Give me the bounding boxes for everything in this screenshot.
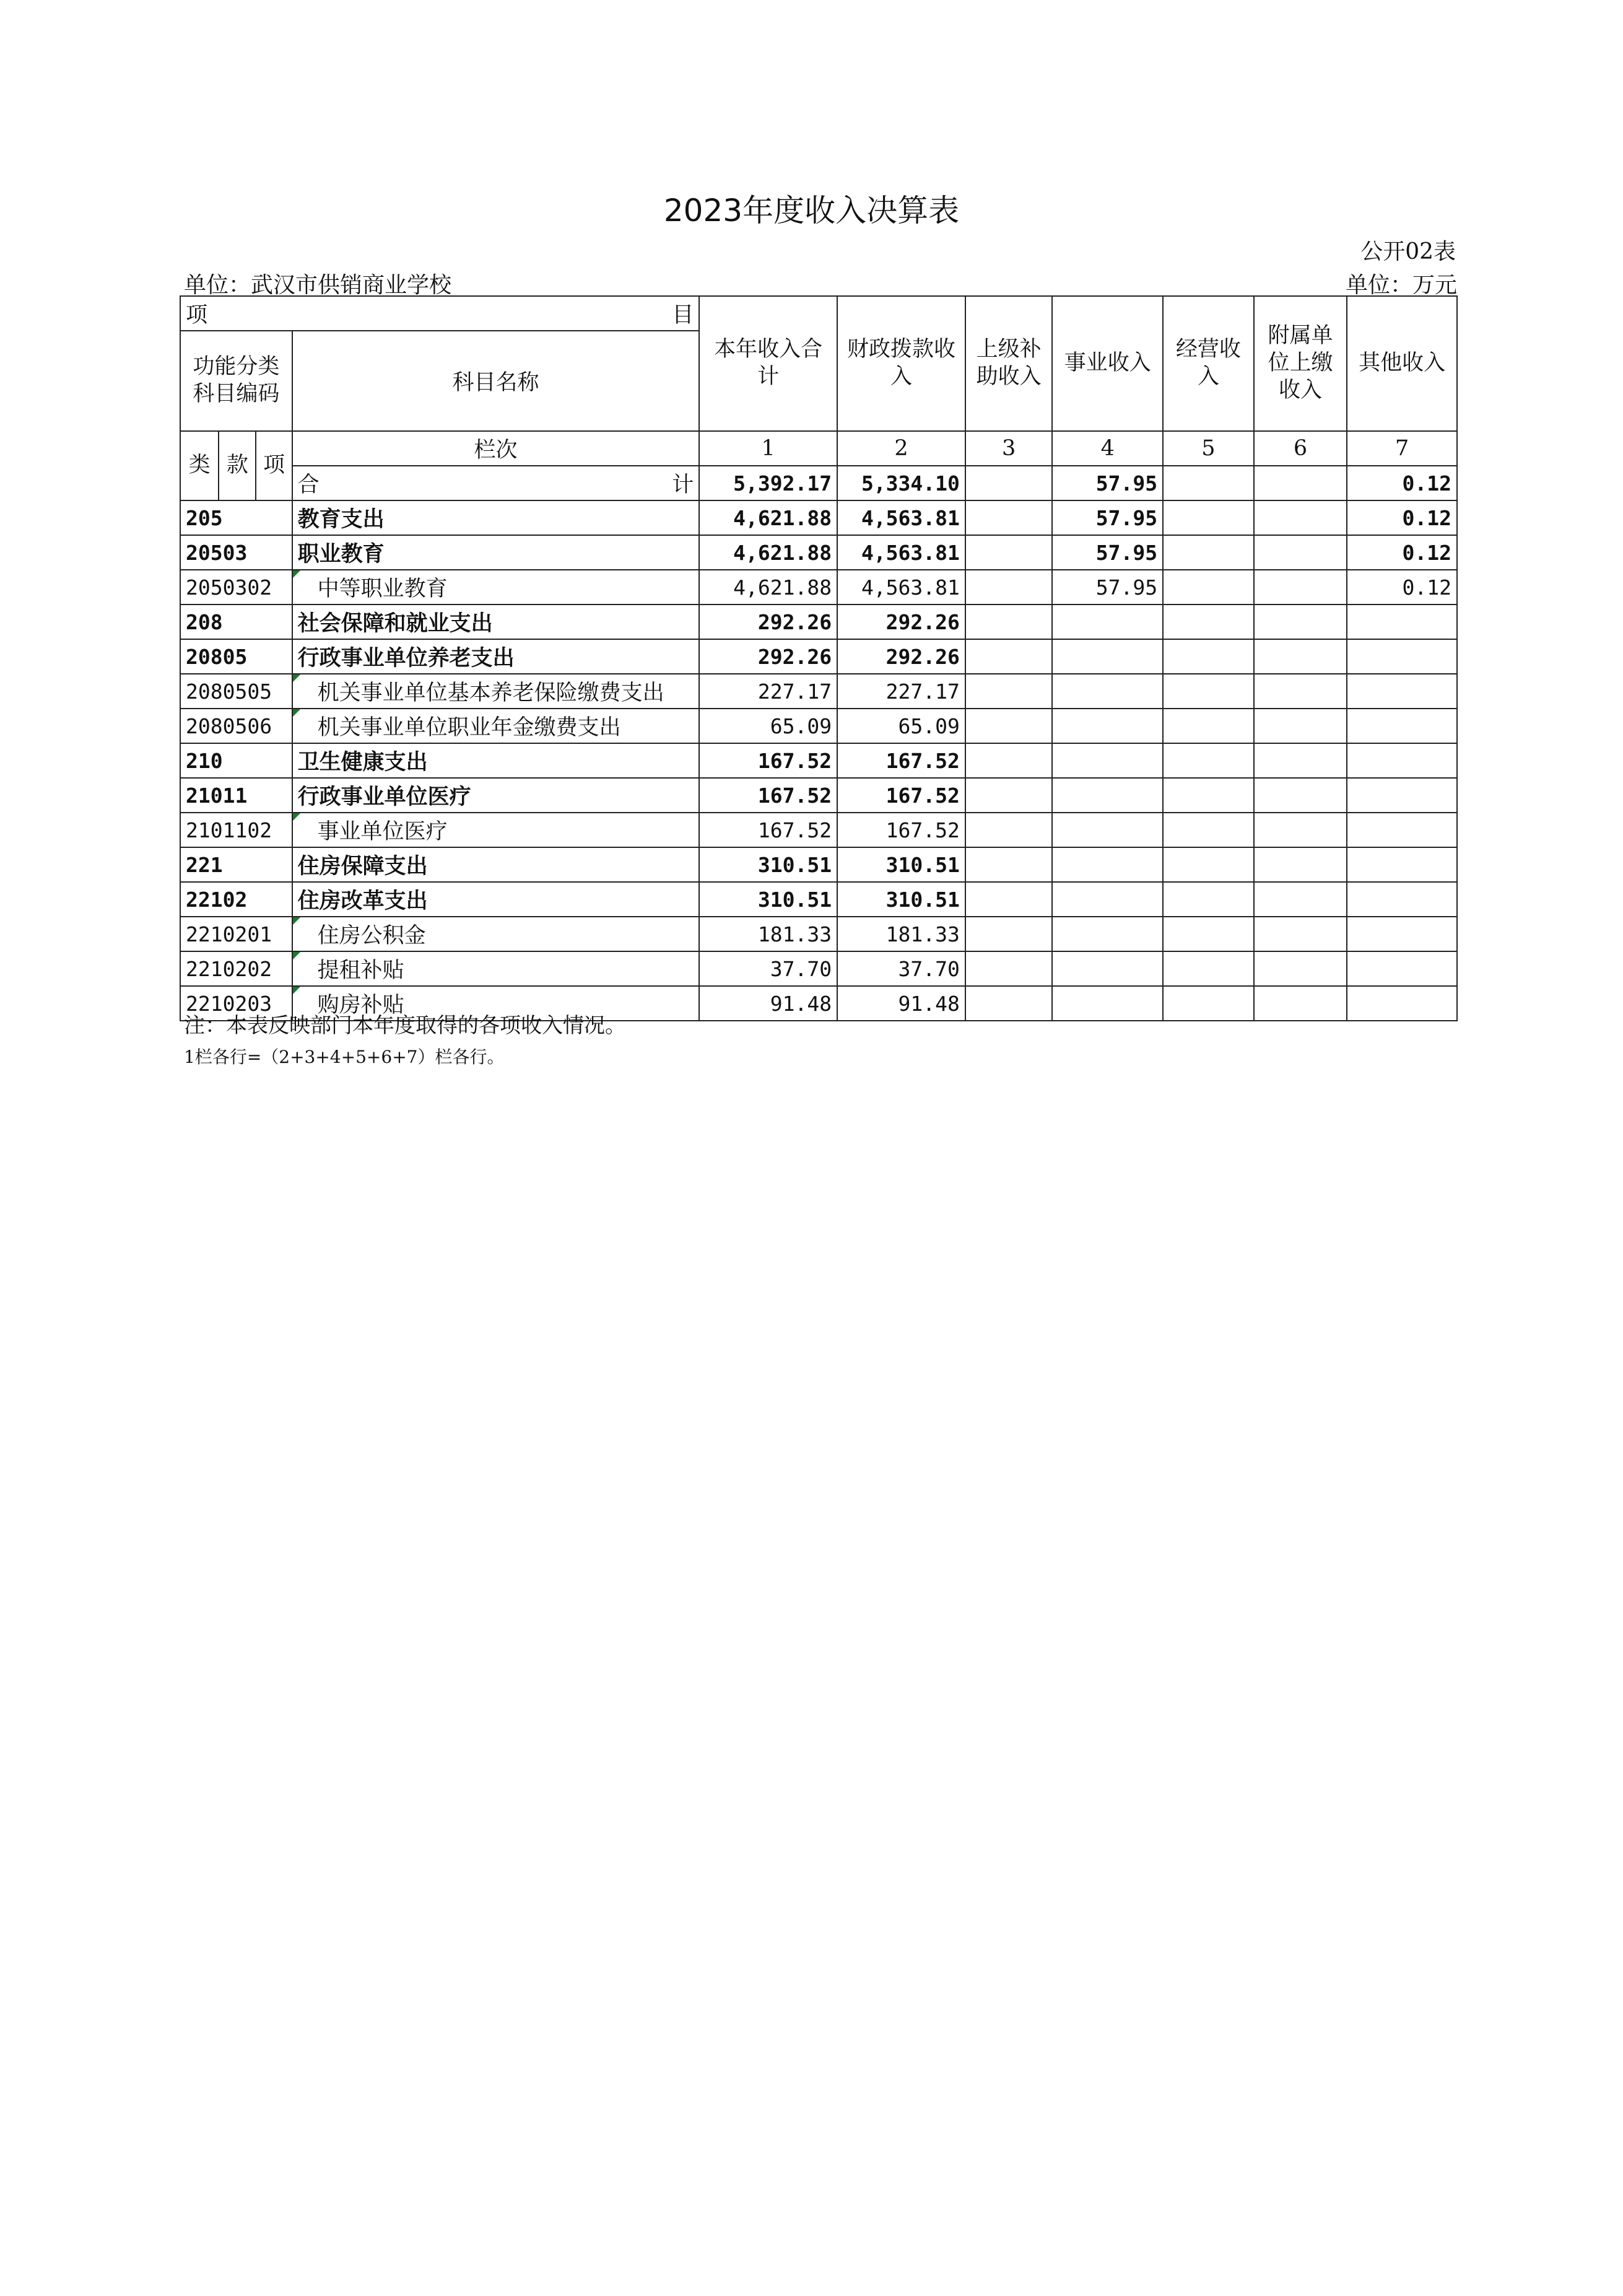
- col-header-total: 本年收入合计: [699, 296, 837, 431]
- amount-cell: [1347, 917, 1457, 951]
- col-header-other: 其他收入: [1347, 296, 1457, 431]
- amount-cell: [1347, 986, 1457, 1021]
- amount-cell: 4,563.81: [837, 570, 965, 605]
- amount-cell: [965, 986, 1053, 1021]
- amount-cell: [1052, 813, 1163, 847]
- table-row: [180, 882, 1457, 917]
- func-code-header: 功能分类科目编码: [180, 331, 292, 431]
- amount-cell: [1163, 605, 1254, 639]
- table-row: [180, 917, 1457, 951]
- amount-cell: [1254, 709, 1347, 743]
- amount-cell: 292.26: [837, 639, 965, 674]
- amount-cell: [1052, 917, 1163, 951]
- amount-cell: 292.26: [699, 605, 837, 639]
- table-row: [180, 500, 1457, 535]
- subject-name: 教育支出: [292, 500, 700, 535]
- amount-cell: [965, 847, 1053, 882]
- reporting-unit: 单位：武汉市供销商业学校: [184, 273, 452, 298]
- col-header-fiscal: 财政拨款收入: [837, 296, 965, 431]
- footnote-formula: 1栏各行=（2+3+4+5+6+7）栏各行。: [184, 1047, 505, 1067]
- item-left-label: 项: [186, 303, 208, 328]
- subject-code: 205: [180, 500, 292, 535]
- kuan-header: 款: [219, 431, 256, 500]
- table-row: [180, 813, 1457, 847]
- table-row: [180, 605, 1457, 639]
- amount-cell: 167.52: [837, 813, 965, 847]
- amount-cell: [1163, 882, 1254, 917]
- amount-cell: 227.17: [837, 674, 965, 709]
- amount-cell: [1163, 778, 1254, 813]
- subject-name: 住房保障支出: [292, 847, 700, 882]
- subject-code: 2050302: [180, 570, 292, 605]
- amount-cell: [1347, 813, 1457, 847]
- amount-cell: 4,563.81: [837, 500, 965, 535]
- amount-cell: 292.26: [837, 605, 965, 639]
- table-row: [180, 570, 1457, 605]
- amount-cell: [1347, 882, 1457, 917]
- amount-cell: [1254, 778, 1347, 813]
- amount-cell: [1163, 674, 1254, 709]
- income-table: [180, 295, 1458, 1021]
- amount-cell: 310.51: [837, 882, 965, 917]
- subject-code: 208: [180, 605, 292, 639]
- total-label-cell: [292, 466, 700, 500]
- amount-cell: [965, 882, 1053, 917]
- amount-cell: 181.33: [837, 917, 965, 951]
- subject-code: 20805: [180, 639, 292, 674]
- table-row: [180, 709, 1457, 743]
- amount-cell: 0.12: [1347, 570, 1457, 605]
- subject-code: 2210203: [180, 986, 292, 1021]
- total-value: 5,392.17: [699, 466, 837, 500]
- subject-code: 2080505: [180, 674, 292, 709]
- amount-cell: 167.52: [837, 743, 965, 778]
- subject-code: 2210202: [180, 951, 292, 986]
- subject-name: 行政事业单位养老支出: [292, 639, 700, 674]
- col-number: 5: [1163, 431, 1254, 466]
- item-header-cell: [180, 296, 699, 331]
- amount-cell: [1052, 743, 1163, 778]
- lei-header: 类: [180, 431, 219, 500]
- amount-cell: 0.12: [1347, 535, 1457, 570]
- subject-code: 221: [180, 847, 292, 882]
- subject-code: 210: [180, 743, 292, 778]
- amount-cell: [965, 674, 1053, 709]
- amount-cell: 37.70: [837, 951, 965, 986]
- amount-cell: 91.48: [837, 986, 965, 1021]
- amount-cell: [1254, 674, 1347, 709]
- col-number: 7: [1347, 431, 1457, 466]
- amount-cell: [965, 500, 1053, 535]
- amount-cell: [1163, 535, 1254, 570]
- amount-cell: [1163, 813, 1254, 847]
- amount-cell: [1347, 639, 1457, 674]
- total-value: 5,334.10: [837, 466, 965, 500]
- col-number: 4: [1052, 431, 1163, 466]
- subject-name: 中等职业教育: [292, 570, 700, 605]
- subject-name: 机关事业单位基本养老保险缴费支出: [292, 674, 700, 709]
- amount-cell: [965, 605, 1053, 639]
- amount-cell: [965, 917, 1053, 951]
- item-right-label: 目: [672, 303, 694, 328]
- amount-cell: 310.51: [837, 847, 965, 882]
- xiang-header: 项: [256, 431, 292, 500]
- amount-cell: [1163, 951, 1254, 986]
- footnote: 注：本表反映部门本年度取得的各项收入情况。: [184, 1013, 626, 1038]
- amount-cell: [1347, 951, 1457, 986]
- total-value: [965, 466, 1053, 500]
- amount-cell: [1052, 605, 1163, 639]
- amount-cell: [1254, 743, 1347, 778]
- subject-code: 2210201: [180, 917, 292, 951]
- amount-cell: [1052, 986, 1163, 1021]
- col-header-business: 事业收入: [1052, 296, 1163, 431]
- amount-cell: [1052, 847, 1163, 882]
- amount-cell: [1163, 709, 1254, 743]
- amount-cell: 4,621.88: [699, 500, 837, 535]
- subject-name: 机关事业单位职业年金缴费支出: [292, 709, 700, 743]
- amount-cell: 4,563.81: [837, 535, 965, 570]
- amount-cell: 167.52: [699, 743, 837, 778]
- subject-name: 住房改革支出: [292, 882, 700, 917]
- amount-cell: [1163, 639, 1254, 674]
- amount-cell: [1347, 605, 1457, 639]
- amount-cell: [965, 709, 1053, 743]
- amount-cell: [1254, 535, 1347, 570]
- amount-cell: [1254, 570, 1347, 605]
- amount-cell: 91.48: [699, 986, 837, 1021]
- subject-name: 住房公积金: [292, 917, 700, 951]
- amount-cell: 65.09: [837, 709, 965, 743]
- amount-cell: [1254, 847, 1347, 882]
- amount-cell: [1052, 882, 1163, 917]
- amount-cell: 227.17: [699, 674, 837, 709]
- amount-cell: 292.26: [699, 639, 837, 674]
- amount-cell: 310.51: [699, 882, 837, 917]
- total-row: [180, 466, 1457, 500]
- col-number: 3: [965, 431, 1053, 466]
- amount-cell: [965, 951, 1053, 986]
- subject-name: 提租补贴: [292, 951, 700, 986]
- amount-cell: [1254, 986, 1347, 1021]
- amount-cell: [1163, 917, 1254, 951]
- amount-cell: [1254, 882, 1347, 917]
- amount-cell: 167.52: [699, 778, 837, 813]
- total-value: 57.95: [1052, 466, 1163, 500]
- amount-cell: [1347, 743, 1457, 778]
- subject-code: 20503: [180, 535, 292, 570]
- amount-cell: 57.95: [1052, 570, 1163, 605]
- amount-cell: 65.09: [699, 709, 837, 743]
- amount-cell: 167.52: [837, 778, 965, 813]
- amount-cell: 4,621.88: [699, 570, 837, 605]
- col-number: 2: [837, 431, 965, 466]
- form-number: 公开02表: [1360, 239, 1456, 264]
- col-header-operating: 经营收入: [1163, 296, 1254, 431]
- col-header-affiliate: 附属单位上缴收入: [1254, 296, 1347, 431]
- amount-cell: [1052, 674, 1163, 709]
- table-row: [180, 951, 1457, 986]
- amount-cell: 4,621.88: [699, 535, 837, 570]
- amount-cell: [1163, 847, 1254, 882]
- col-header-superior: 上级补助收入: [965, 296, 1053, 431]
- total-left-label: 合: [297, 473, 320, 497]
- subject-code: 2080506: [180, 709, 292, 743]
- subject-code: 22102: [180, 882, 292, 917]
- amount-cell: [1163, 570, 1254, 605]
- amount-cell: 0.12: [1347, 500, 1457, 535]
- total-value: [1163, 466, 1254, 500]
- amount-cell: 310.51: [699, 847, 837, 882]
- amount-cell: [1163, 986, 1254, 1021]
- table-row: [180, 743, 1457, 778]
- amount-cell: [1052, 951, 1163, 986]
- table-row: [180, 535, 1457, 570]
- amount-cell: [1052, 709, 1163, 743]
- amount-cell: [965, 778, 1053, 813]
- amount-cell: [1254, 813, 1347, 847]
- header-row-item: [180, 296, 1457, 331]
- subject-name: 行政事业单位医疗: [292, 778, 700, 813]
- subject-code: 2101102: [180, 813, 292, 847]
- amount-cell: 37.70: [699, 951, 837, 986]
- currency-unit: 单位：万元: [1345, 273, 1457, 298]
- total-value: 0.12: [1347, 466, 1457, 500]
- subject-name: 购房补贴: [292, 986, 700, 1021]
- table-row: [180, 847, 1457, 882]
- amount-cell: [1163, 743, 1254, 778]
- total-right-label: 计: [672, 473, 694, 497]
- amount-cell: [1347, 674, 1457, 709]
- amount-cell: [1052, 639, 1163, 674]
- amount-cell: [1347, 847, 1457, 882]
- subject-name: 卫生健康支出: [292, 743, 700, 778]
- amount-cell: 167.52: [699, 813, 837, 847]
- amount-cell: [965, 639, 1053, 674]
- amount-cell: [1254, 639, 1347, 674]
- amount-cell: [965, 570, 1053, 605]
- amount-cell: 181.33: [699, 917, 837, 951]
- amount-cell: [965, 743, 1053, 778]
- col-number: 1: [699, 431, 837, 466]
- amount-cell: [965, 535, 1053, 570]
- subject-name-header: 科目名称: [292, 331, 700, 431]
- column-order-label: 栏次: [292, 431, 700, 466]
- data-rows: [180, 500, 1457, 1021]
- table-row: [180, 639, 1457, 674]
- col-number: 6: [1254, 431, 1347, 466]
- amount-cell: [1254, 951, 1347, 986]
- amount-cell: [1163, 500, 1254, 535]
- table-row: [180, 778, 1457, 813]
- subject-name: 社会保障和就业支出: [292, 605, 700, 639]
- amount-cell: 57.95: [1052, 500, 1163, 535]
- subject-name: 职业教育: [292, 535, 700, 570]
- amount-cell: [965, 813, 1053, 847]
- amount-cell: 57.95: [1052, 535, 1163, 570]
- amount-cell: [1347, 709, 1457, 743]
- page-title: 2023年度收入决算表: [663, 193, 960, 229]
- amount-cell: [1254, 917, 1347, 951]
- amount-cell: [1254, 605, 1347, 639]
- table-row: [180, 674, 1457, 709]
- amount-cell: [1052, 778, 1163, 813]
- column-order-row: [180, 431, 1457, 466]
- total-value: [1254, 466, 1347, 500]
- amount-cell: [1347, 778, 1457, 813]
- subject-code: 21011: [180, 778, 292, 813]
- subject-name: 事业单位医疗: [292, 813, 700, 847]
- amount-cell: [1254, 500, 1347, 535]
